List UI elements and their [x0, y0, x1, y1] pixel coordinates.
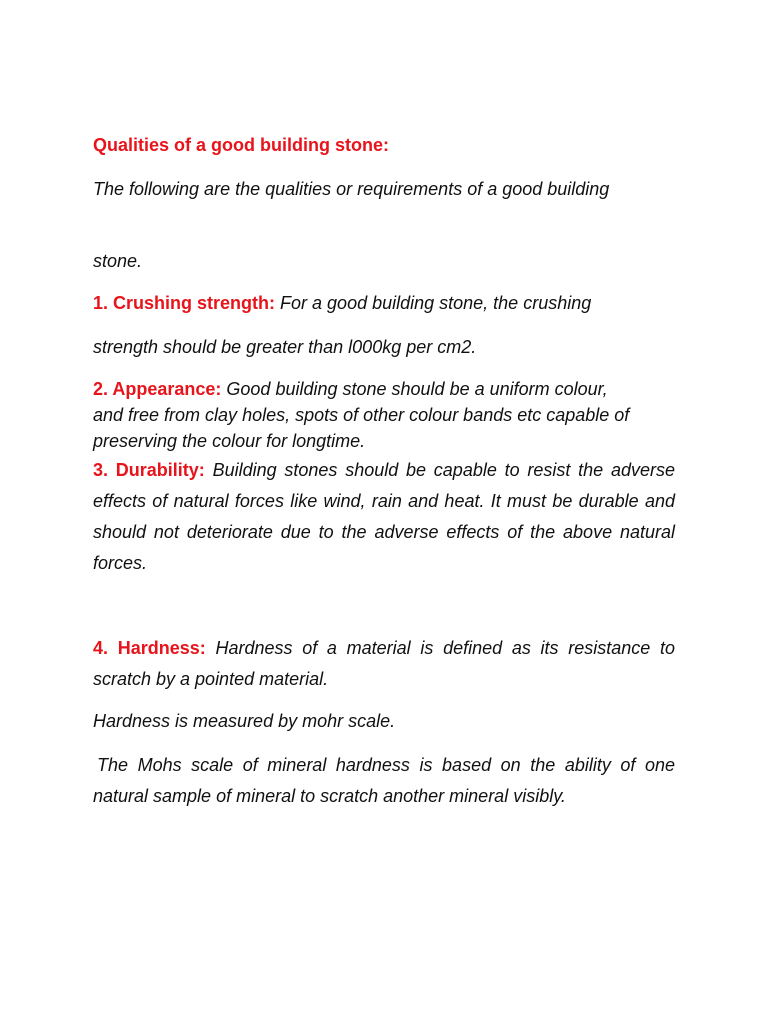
intro-continuation: stone.: [93, 251, 143, 271]
hardness-note: Hardness is measured by mohr scale.: [93, 711, 396, 731]
item-durability: [93, 455, 675, 579]
mohs-scale-paragraph: The Mohs scale of mineral hardness is based on the ability of one natural sample of mineral to scratch another mineral visibly.: [93, 755, 675, 806]
item-text: Hardness of a material is defined as its resistance to scratch by a pointed material.: [93, 638, 675, 689]
item-text: Good building stone should be a uniform colour, and free from clay holes, spots of other colour bands etc capable of preserving the colour for longtime.: [93, 379, 630, 451]
item-label: 3. Durability:: [93, 460, 205, 480]
intro-paragraph: The following are the qualities or requirements of a good building: [93, 179, 610, 199]
document-title: Qualities of a good building stone:: [93, 135, 389, 155]
item-text: For a good building stone, the crushing: [280, 293, 592, 313]
item-label: 4. Hardness:: [93, 638, 206, 658]
item-hardness: [93, 633, 675, 695]
item-appearance: [93, 376, 633, 454]
item-crushing-strength-continuation: strength should be greater than l000kg per cm2.: [93, 337, 477, 357]
item-text: Building stones should be capable to resist the adverse effects of natural forces like wind, rain and heat. It must be durable and should not deteriorate due to the adverse effects of the above natural forces.: [93, 460, 675, 573]
item-label: 1. Crushing strength:: [93, 293, 276, 313]
item-label: 2. Appearance:: [93, 379, 222, 399]
item-crushing-strength: [93, 290, 675, 316]
